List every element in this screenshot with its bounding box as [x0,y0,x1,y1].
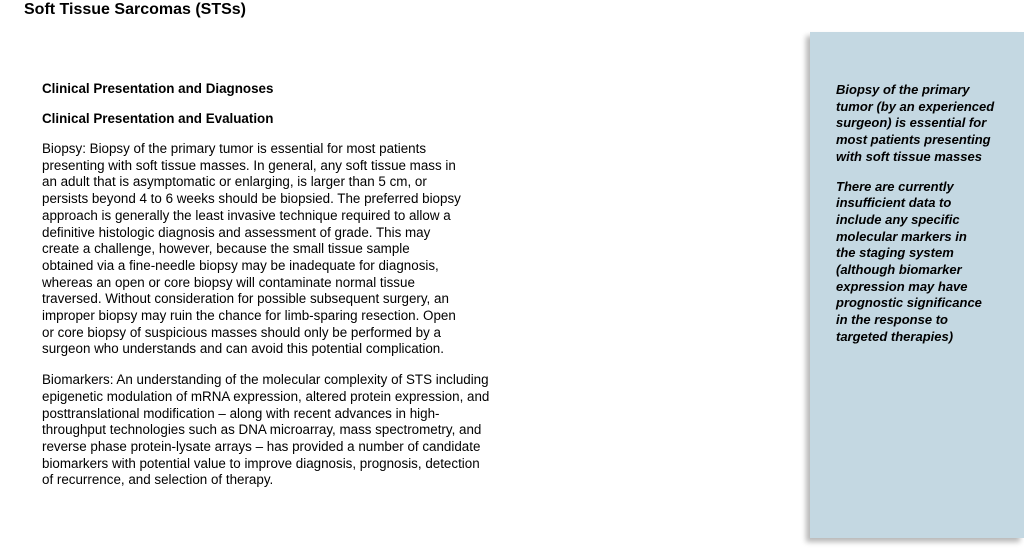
sidebar-note-line: targeted therapies) [836,328,954,344]
biopsy-line: or core biopsy of suspicious masses should only be performed by a [42,324,441,340]
biopsy-line: obtained via a fine-needle biopsy may be inadequate for diagnosis, [42,257,439,273]
sidebar-note-biopsy [836,82,1014,166]
sidebar-note-line: in the response to [836,312,948,328]
sidebar-note-line: tumor (by an experienced [836,98,995,114]
biopsy-line: improper biopsy may ruin the chance for limb-sparing resection. Open [42,308,456,324]
sidebar-note-line: prognostic significance [836,295,982,311]
biopsy-line: whereas an open or core biopsy will contaminate normal tissue [42,274,415,290]
biopsy-line: Biopsy: Biopsy of the primary tumor is essential for most patients [42,141,427,156]
biopsy-line: definitive histologic diagnosis and assessment of grade. This may [42,224,431,240]
biopsy-line: surgeon who understands and can avoid this potential complication. [42,341,444,357]
biopsy-line: presenting with soft tissue masses. In general, any soft tissue mass in [42,157,456,173]
section-heading-evaluation: Clinical Presentation and Evaluation [42,111,274,126]
page-title: Soft Tissue Sarcomas (STSs) [24,1,246,18]
biomarkers-paragraph [42,372,532,489]
sidebar-note-line: surgeon) is essential for [836,115,987,131]
section-heading-diagnoses: Clinical Presentation and Diagnoses [42,81,274,96]
biomarkers-line: biomarkers with potential value to improve diagnosis, prognosis, detection [42,455,480,471]
biomarkers-line: posttranslational modification – along with recent advances in high- [42,405,440,421]
biopsy-line: approach is generally the least invasive technique required to allow a [42,207,451,223]
biopsy-line: persists beyond 4 to 6 weeks should be biopsied. The preferred biopsy [42,191,461,207]
sidebar-note-line: the staging system [836,245,954,261]
sidebar-note-line: include any specific [836,211,960,227]
sidebar-callout [810,32,1024,538]
sidebar-note-line: molecular markers in [836,228,967,244]
sidebar-note-line: most patients presenting [836,132,991,148]
main-content [42,80,532,489]
biomarkers-line: throughput technologies such as DNA microarray, mass spectrometry, and [42,422,482,438]
biopsy-line: an adult that is asymptomatic or enlarging, is larger than 5 cm, or [42,174,427,190]
biomarkers-line: Biomarkers: An understanding of the molecular complexity of STS including [42,372,489,388]
sidebar-note-line: There are currently [836,178,954,194]
biomarkers-line: of recurrence, and selection of therapy. [42,472,274,488]
sidebar-note-line: expression may have [836,278,968,294]
biomarkers-line: reverse phase protein-lysate arrays – has provided a number of candidate [42,438,481,454]
sidebar-note-line: with soft tissue masses [836,148,982,164]
sidebar-note-line: Biopsy of the primary [836,82,970,97]
sidebar-note-biomarkers [836,179,1014,346]
biomarkers-line: epigenetic modulation of mRNA expression, altered protein expression, and [42,388,490,404]
biopsy-line: traversed. Without consideration for possible subsequent surgery, an [42,291,449,307]
sidebar-note-line: insufficient data to [836,195,952,211]
biopsy-line: create a challenge, however, because the small tissue sample [42,241,410,257]
sidebar-note-line: (although biomarker [836,262,962,278]
biopsy-paragraph [42,141,532,358]
